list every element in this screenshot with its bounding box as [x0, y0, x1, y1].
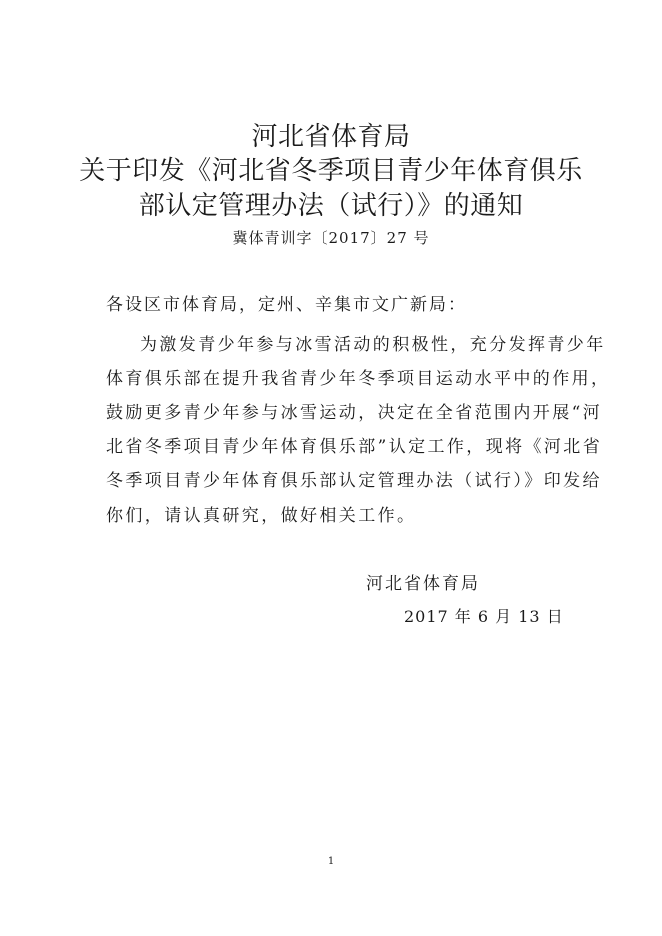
title-line-2: 关于印发《河北省冬季项目青少年体育俱乐 [79, 156, 583, 186]
salutation: 各设区市体育局，定州、辛集市文广新局： [106, 295, 467, 315]
issuer-signature: 河北省体育局 [366, 574, 480, 594]
document-number: 冀体青训字〔2017〕27 号 [232, 229, 430, 247]
title-line-1: 河北省体育局 [251, 122, 411, 152]
page-number: 1 [327, 856, 335, 867]
paragraph-line: 体育俱乐部在提升我省青少年冬季项目运动水平中的作用， [106, 369, 611, 389]
paragraph-line: 北省冬季项目青少年体育俱乐部”认定工作，现将《河北省 [106, 437, 603, 457]
paragraph-line: 鼓励更多青少年参与冰雪运动，决定在全省范围内开展“河 [106, 403, 603, 423]
paragraph-line: 你们，请认真研究，做好相关工作。 [106, 506, 417, 526]
paragraph-line: 为激发青少年参与冰雪活动的积极性，充分发挥青少年 [140, 335, 606, 355]
paragraph-line: 冬季项目青少年体育俱乐部认定管理办法（试行）》印发给 [106, 471, 602, 491]
title-line-3: 部认定管理办法（试行）》的通知 [138, 191, 524, 221]
issue-date: 2017 年 6 月 13 日 [404, 607, 564, 626]
